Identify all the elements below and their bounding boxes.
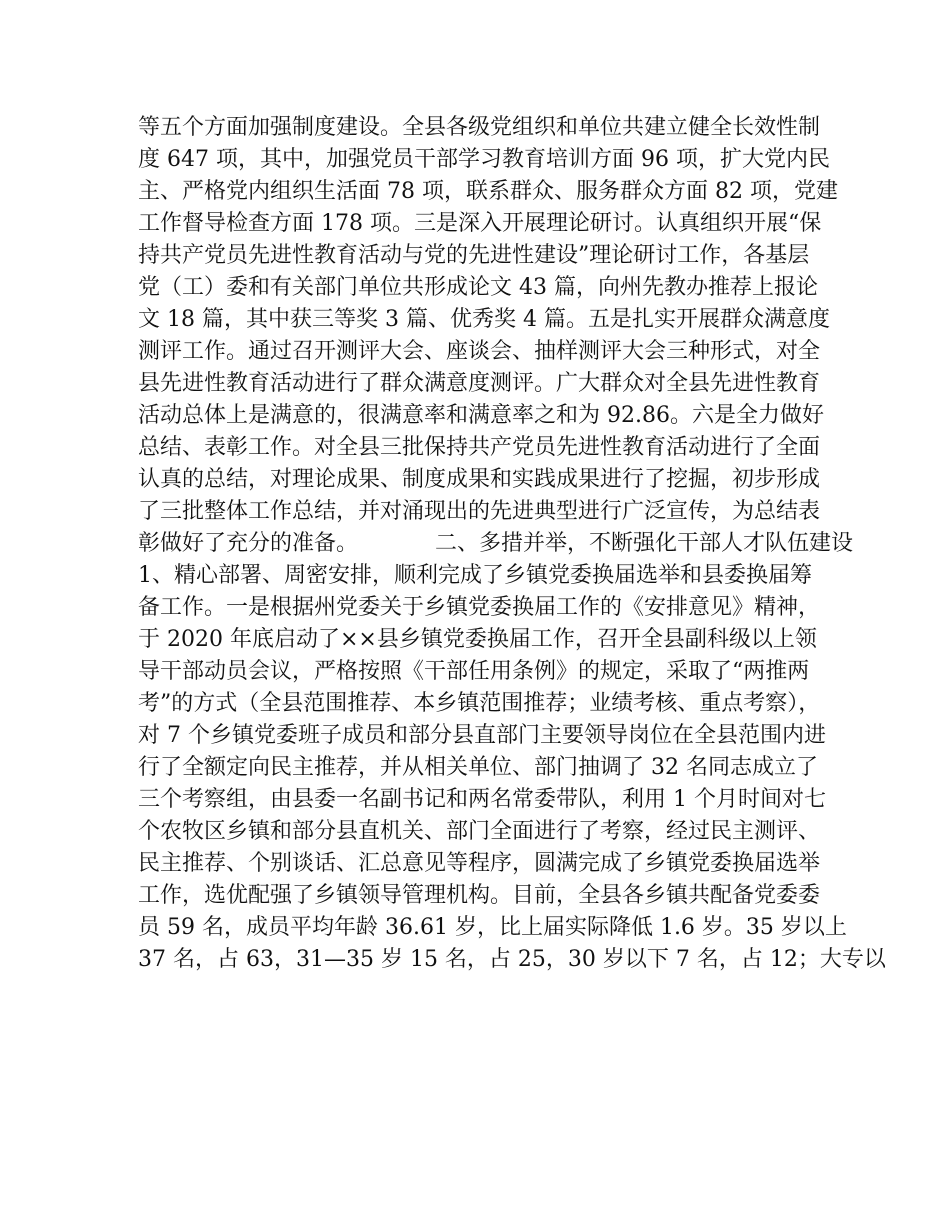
text-line: 工作督导检查方面 178 项。三是深入开展理论研讨。认真组织开展“保 (138, 211, 822, 236)
text-line: 等五个方面加强制度建设。全县各级党组织和单位共建立健全长效性制 (138, 115, 821, 140)
text-line: 县先进性教育活动进行了群众满意度测评。广大群众对全县先进性教育 (138, 371, 821, 396)
text-line: 持共产党员先进性教育活动与党的先进性建设”理论研讨工作，各基层 (138, 243, 810, 268)
text-line: 民主推荐、个别谈话、汇总意见等程序，圆满完成了乡镇党委换届选举 (138, 851, 821, 876)
text-line: 1、精心部署、周密安排，顺利完成了乡镇党委换届选举和县委换届筹 (138, 563, 812, 588)
text-line: 考”的方式（全县范围推荐、本乡镇范围推荐；业绩考核、重点考察）， (138, 691, 821, 716)
text-line: 党（工）委和有关部门单位共形成论文 43 篇，向州先教办推荐上报论 (138, 275, 818, 300)
text-line: 对 7 个乡镇党委班子成员和部分县直部门主要领导岗位在全县范围内进 (138, 723, 826, 748)
text-line: 工作，选优配强了乡镇领导管理机构。目前，全县各乡镇共配备党委委 (138, 883, 821, 908)
text-line: 三个考察组，由县委一名副书记和两名常委带队，利用 1 个月时间对七 (138, 787, 826, 812)
text-line: 测评工作。通过召开测评大会、座谈会、抽样测评大会三种形式，对全 (138, 339, 821, 364)
text-line: 主、严格党内组织生活面 78 项，联系群众、服务群众方面 82 项，党建 (138, 179, 838, 204)
text-line: 度 647 项，其中，加强党员干部学习教育培训方面 96 项，扩大党内民 (138, 147, 830, 172)
text-line: 总结、表彰工作。对全县三批保持共产党员先进性教育活动进行了全面 (138, 435, 821, 460)
text-line: 了三批整体工作总结，并对涌现出的先进典型进行广泛宣传，为总结表 (138, 499, 821, 524)
text-line: 认真的总结，对理论成果、制度成果和实践成果进行了挖掘，初步形成 (138, 467, 821, 492)
text-line: 备工作。一是根据州党委关于乡镇党委换届工作的《安排意见》精神， (138, 595, 821, 620)
text-line: 活动总体上是满意的，很满意率和满意率之和为 92.86。六是全力做好 (138, 403, 824, 428)
text-line: 行了全额定向民主推荐，并从相关单位、部门抽调了 32 名同志成立了 (138, 755, 818, 780)
text-line: 于 2020 年底启动了××县乡镇党委换届工作，召开全县副科级以上领 (138, 627, 817, 652)
text-line: 文 18 篇，其中获三等奖 3 篇、优秀奖 4 篇。五是扎实开展群众满意度 (138, 307, 830, 332)
text-line: 个农牧区乡镇和部分县直机关、部门全面进行了考察，经过民主测评、 (138, 819, 821, 844)
text-line: 员 59 名，成员平均年龄 36.61 岁，比上届实际降低 1.6 岁。35 岁以上 (138, 915, 847, 940)
body-text (138, 112, 886, 976)
text-line: 彰做好了充分的准备。 二、多措并举，不断强化干部人才队伍建设 (138, 531, 854, 556)
text-line: 导干部动员会议，严格按照《干部任用条例》的规定，采取了“两推两 (138, 659, 810, 684)
text-line: 37 名，占 63，31—35 岁 15 名，占 25，30 岁以下 7 名，占 12；大专以 (138, 947, 886, 972)
